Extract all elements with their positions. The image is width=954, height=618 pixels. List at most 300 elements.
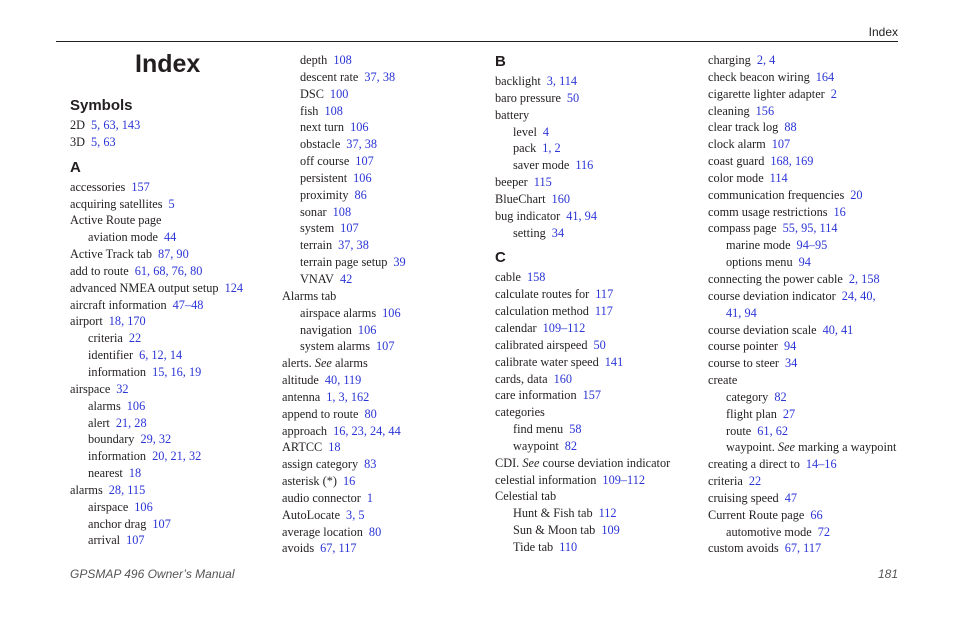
index-entry [70, 196, 275, 213]
entry-term: saver mode [513, 158, 570, 173]
page-reference-link[interactable]: 41, 94 [566, 208, 597, 223]
page-reference-link[interactable]: 110 [559, 539, 578, 554]
page-reference-link[interactable]: 100 [329, 86, 349, 101]
index-subentry [282, 69, 487, 86]
page-reference-link[interactable]: 50 [593, 337, 606, 352]
index-entry [708, 473, 908, 490]
page-reference-link[interactable]: 160 [553, 371, 573, 386]
index-subentry [708, 524, 908, 541]
index-entry [282, 355, 487, 372]
page-reference-link[interactable]: 157 [131, 179, 150, 194]
page-reference-link[interactable]: 16 [342, 474, 356, 489]
index-entry [708, 103, 908, 120]
entry-term: marine mode [726, 238, 791, 253]
entry-term: CDI. [495, 455, 520, 470]
index-subentry [495, 157, 700, 174]
page-reference-link[interactable]: 67, 117 [320, 541, 357, 556]
index-entry [282, 524, 487, 541]
section-heading: B [495, 53, 506, 70]
page-reference-link[interactable]: 156 [755, 103, 775, 118]
index-column-3 [495, 52, 700, 556]
page-reference-link[interactable]: 3, 5 [346, 507, 365, 522]
index-entry [708, 170, 908, 187]
entry-term: off course [300, 154, 350, 169]
page-reference-link[interactable]: 47 [784, 490, 797, 505]
index-subentry [495, 421, 700, 438]
index-entry [495, 269, 700, 286]
index-subentry [495, 124, 700, 141]
entry-term: antenna [282, 389, 321, 404]
entry-term: Active Route page [70, 213, 162, 228]
index-entry [282, 372, 487, 389]
page-reference-link[interactable]: 80 [368, 524, 382, 539]
index-entry [495, 371, 700, 388]
entry-term: advanced NMEA output setup [70, 280, 219, 295]
index-entry [70, 297, 275, 314]
entry-term: pack [513, 141, 537, 156]
index-entry [495, 387, 700, 404]
page-reference-link[interactable]: 47–48 [172, 297, 204, 312]
entry-term: average location [282, 524, 363, 539]
page-reference-link[interactable]: 21, 28 [115, 415, 147, 430]
page-reference-link[interactable]: 108 [324, 103, 343, 118]
page-reference-link[interactable]: 108 [333, 53, 352, 67]
index-subentry [282, 153, 487, 170]
entry-term: alarms [70, 482, 103, 497]
index-entry [70, 117, 275, 134]
index-entry [495, 107, 700, 124]
index-entry [282, 389, 487, 406]
index-subentry [282, 204, 487, 221]
page-reference-link[interactable]: 24, 40, [841, 288, 876, 303]
index-entry [708, 153, 908, 170]
index-entry [495, 191, 700, 208]
page-reference-link[interactable]: 106 [353, 170, 372, 185]
entry-term: clear track log [708, 120, 779, 135]
page-reference-link[interactable]: 87, 90 [157, 247, 189, 262]
page-reference-link[interactable]: 61, 68, 76, 80 [134, 263, 203, 278]
entry-term: acquiring satellites [70, 196, 163, 211]
index-entry [282, 490, 487, 507]
entry-term: Celestial tab [495, 489, 557, 504]
index-entry [495, 472, 700, 489]
entry-term: persistent [300, 170, 348, 185]
page-reference-link[interactable]: 107 [126, 533, 145, 548]
index-entry [282, 423, 487, 440]
index-column-4 [708, 52, 908, 557]
page-reference-link[interactable]: 107 [376, 339, 395, 354]
index-entry [495, 320, 700, 337]
running-header: Index [868, 25, 898, 39]
entry-term: VNAV [300, 271, 334, 286]
page-reference-link[interactable]: 160 [551, 191, 570, 206]
see-reference-target: course deviation indicator [542, 455, 671, 470]
page-reference-link[interactable]: 107 [340, 221, 359, 236]
page-reference-link[interactable]: 34 [785, 356, 798, 371]
page-reference-link[interactable]: 107 [771, 137, 791, 152]
index-subentry [282, 305, 487, 322]
page-reference-link[interactable]: 1, 3, 162 [326, 389, 370, 404]
entry-term: alert [88, 415, 110, 430]
index-subentry [708, 439, 908, 456]
index-entry [708, 490, 908, 507]
page-reference-link[interactable]: 115 [533, 175, 552, 190]
page-reference-link[interactable]: 15, 16, 19 [152, 364, 202, 379]
page-reference-link[interactable]: 42 [339, 271, 353, 286]
index-subentry [70, 347, 275, 364]
index-subentry [495, 438, 700, 455]
index-entry [495, 488, 700, 505]
entry-term: information [88, 364, 147, 379]
page-reference-link[interactable]: 18 [328, 440, 341, 455]
index-entry [70, 280, 275, 297]
index-entry [70, 246, 275, 263]
index-entry [495, 455, 700, 472]
page-reference-link[interactable]: 109–112 [542, 320, 586, 335]
page-reference-link[interactable]: 88 [784, 120, 797, 135]
page-reference-link[interactable]: 112 [598, 506, 617, 521]
index-subentry [708, 406, 908, 423]
page-reference-link[interactable]: 20, 21, 32 [152, 449, 202, 464]
entry-term: ARTCC [282, 440, 323, 455]
page-reference-link[interactable]: 164 [815, 69, 835, 84]
entry-term: options menu [726, 255, 793, 270]
index-subentry [708, 237, 908, 254]
index-subentry [282, 52, 487, 69]
index-entry [708, 86, 908, 103]
index-entry [282, 288, 487, 305]
index-entry [495, 303, 700, 320]
page-reference-link[interactable]: 66 [810, 507, 823, 522]
index-subentry [282, 103, 487, 120]
index-subentry [282, 170, 487, 187]
index-subentry [708, 254, 908, 271]
entry-term: system alarms [300, 339, 371, 354]
index-column-2 [282, 52, 487, 557]
index-entry [708, 540, 908, 557]
index-entry [708, 220, 908, 237]
page-reference-link[interactable]: 5 [168, 196, 175, 211]
entry-term: categories [495, 405, 545, 420]
page-reference-link[interactable]: 2, 4 [756, 53, 776, 67]
entry-term: automotive mode [726, 524, 812, 539]
page-reference-link[interactable]: 72 [817, 524, 831, 539]
entry-term: information [88, 449, 147, 464]
page-reference-link[interactable]: 94–95 [796, 238, 828, 253]
index-entry [708, 69, 908, 86]
index-entry [495, 354, 700, 371]
index-subentry [495, 225, 700, 242]
index-subentry [282, 86, 487, 103]
index-entry [708, 119, 908, 136]
page-reference-link[interactable]: 27 [782, 406, 796, 421]
page-reference-link[interactable]: 107 [152, 516, 171, 531]
entry-term: create [708, 373, 738, 388]
index-subentry [70, 415, 275, 432]
page-reference-link[interactable]: 106 [382, 305, 401, 320]
page-title: Index [135, 50, 201, 78]
index-subentry [70, 398, 275, 415]
page-reference-link[interactable]: 158 [526, 270, 546, 285]
index-subentry [70, 516, 275, 533]
page-reference-link[interactable]: 1 [366, 490, 374, 505]
index-entry [282, 406, 487, 423]
index-entry [495, 337, 700, 354]
page-reference-link[interactable]: 157 [582, 388, 602, 403]
section-heading: C [495, 249, 506, 267]
entry-term: compass page [708, 221, 777, 236]
entry-term: AutoLocate [282, 507, 341, 522]
index-entry [70, 263, 275, 280]
entry-term: cruising speed [708, 490, 779, 505]
see-reference-target: alarms [334, 356, 368, 371]
entry-term: 2D [70, 118, 86, 132]
entry-term: criteria [88, 331, 123, 346]
index-entry [708, 456, 908, 473]
page-reference-link[interactable]: 67, 117 [784, 541, 822, 556]
page-reference-link[interactable]: 16, 23, 24, 44 [333, 423, 401, 438]
index-entry [708, 136, 908, 153]
entry-term: Active Track tab [70, 247, 152, 262]
page-reference-link[interactable]: 20 [850, 187, 863, 202]
entry-term: waypoint [513, 438, 559, 453]
entry-term: add to route [70, 263, 129, 278]
index-entry [70, 381, 275, 398]
entry-term: category [726, 389, 769, 404]
entry-term: anchor drag [88, 516, 147, 531]
entry-term: calculation method [495, 304, 589, 319]
entry-term: audio connector [282, 490, 361, 505]
index-subentry [70, 499, 275, 516]
index-entry-continuation [708, 305, 908, 322]
index-subentry [70, 330, 275, 347]
page-reference-link[interactable]: 1, 2 [542, 141, 561, 156]
page-reference-link[interactable]: 94 [784, 339, 797, 354]
index-entry [708, 372, 908, 389]
index-subentry [70, 465, 275, 482]
index-entry [70, 313, 275, 330]
page-reference-link[interactable]: 5, 63 [91, 134, 116, 149]
entry-term: asterisk (*) [282, 474, 337, 489]
index-subentry [495, 140, 700, 157]
entry-term: airport [70, 314, 103, 329]
index-entry [708, 52, 908, 69]
page-reference-link[interactable]: 82 [564, 438, 578, 453]
page-reference-link[interactable]: 5, 63, 143 [91, 118, 141, 132]
page-reference-link[interactable]: 109 [601, 523, 620, 538]
entry-term: calibrate water speed [495, 354, 599, 369]
entry-term: Sun & Moon tab [513, 523, 596, 538]
page-reference-link[interactable]: 28, 115 [108, 482, 146, 497]
index-subentry [708, 423, 908, 440]
page-reference-link[interactable]: 18 [128, 466, 142, 481]
entry-term: Current Route page [708, 507, 805, 522]
page-reference-link[interactable]: 37, 38 [338, 238, 369, 253]
footer-manual-title: GPSMAP 496 Owner’s Manual [70, 567, 235, 581]
entry-term: fish [300, 103, 319, 118]
index-entry [282, 507, 487, 524]
index-entry [282, 473, 487, 490]
index-subentry [70, 229, 275, 246]
page-reference-link[interactable]: 40, 119 [324, 373, 362, 388]
page-reference-link[interactable]: 3, 114 [546, 74, 578, 88]
index-subentry [495, 539, 700, 556]
entry-term: creating a direct to [708, 457, 800, 472]
entry-term: next turn [300, 120, 345, 135]
page-reference-link[interactable]: 37, 38 [364, 69, 396, 84]
entry-term: cigarette lighter adapter [708, 86, 825, 101]
entry-term: accessories [70, 179, 126, 194]
entry-term: battery [495, 107, 530, 122]
page-reference-link[interactable]: 94 [798, 255, 811, 270]
index-subentry [70, 532, 275, 549]
entry-term: connecting the power cable [708, 271, 843, 286]
entry-term: airspace [88, 499, 129, 514]
page-reference-link[interactable]: 29, 32 [140, 432, 172, 447]
entry-term: criteria [708, 474, 743, 489]
page-reference-link[interactable]: 141 [604, 354, 624, 369]
entry-term: alarms [88, 398, 121, 413]
index-entry [708, 187, 908, 204]
index-subentry [282, 322, 487, 339]
footer-page-number: 181 [877, 567, 898, 581]
index-entry [495, 174, 700, 191]
index-subentry [70, 431, 275, 448]
entry-term: DSC [300, 86, 324, 101]
page-reference-link[interactable]: 32 [116, 381, 129, 396]
entry-term: Alarms tab [282, 288, 337, 303]
page-reference-link[interactable]: 114 [769, 170, 788, 185]
index-entry [495, 208, 700, 225]
entry-term: calculate routes for [495, 287, 590, 302]
entry-term: clock alarm [708, 137, 766, 152]
page-reference-link[interactable]: 80 [364, 406, 377, 421]
index-entry [708, 288, 908, 305]
index-subentry [282, 338, 487, 355]
page-reference-link[interactable]: 109–112 [602, 472, 646, 487]
page-reference-link[interactable]: 16 [833, 204, 846, 219]
page-reference-link[interactable]: 168, 169 [770, 154, 814, 169]
page-reference-link[interactable]: 124 [224, 280, 244, 295]
page-reference-link[interactable]: 41, 94 [726, 305, 757, 320]
page-reference-link[interactable]: 22 [748, 474, 762, 489]
page-reference-link[interactable]: 82 [774, 389, 787, 404]
page-reference-link[interactable]: 18, 170 [108, 314, 146, 329]
entry-term: altitude [282, 373, 319, 388]
page-reference-link[interactable]: 61, 62 [757, 423, 789, 438]
index-entry [708, 507, 908, 524]
page-reference-link[interactable]: 55, 95, 114 [782, 221, 838, 236]
entry-term: system [300, 221, 335, 236]
page-reference-link[interactable]: 34 [551, 225, 565, 240]
entry-term: 3D [70, 134, 86, 149]
entry-term: setting [513, 225, 546, 240]
index-entry [282, 456, 487, 473]
page-reference-link[interactable]: 117 [594, 304, 613, 319]
index-subentry [70, 448, 275, 465]
entry-term: append to route [282, 406, 359, 421]
page-reference-link[interactable]: 117 [595, 287, 614, 302]
entry-term: check beacon wiring [708, 69, 810, 84]
entry-term: airspace [70, 381, 111, 396]
section-heading: A [70, 158, 81, 176]
entry-term: Tide tab [513, 539, 554, 554]
entry-term: comm usage restrictions [708, 204, 828, 219]
entry-term: assign category [282, 457, 359, 472]
index-subentry [495, 522, 700, 539]
entry-term: beeper [495, 175, 528, 190]
entry-term: obstacle [300, 137, 341, 152]
index-entry [708, 355, 908, 372]
page-reference-link[interactable]: 44 [164, 230, 177, 245]
entry-term: coast guard [708, 154, 765, 169]
page-reference-link[interactable]: 116 [575, 158, 594, 173]
entry-term: aircraft information [70, 297, 167, 312]
page-reference-link[interactable]: 86 [354, 187, 367, 202]
page-reference-link[interactable]: 22 [128, 331, 142, 346]
page-reference-link[interactable]: 4 [542, 124, 550, 139]
index-entry [495, 73, 700, 90]
entry-term: alerts. [282, 356, 312, 371]
index-entry [282, 439, 487, 456]
see-reference-label: See [522, 455, 540, 470]
page-reference-link[interactable]: 108 [332, 204, 352, 219]
entry-term: avoids [282, 541, 315, 556]
section-heading: Symbols [70, 97, 133, 114]
entry-term: approach [282, 423, 328, 438]
page-reference-link[interactable]: 106 [357, 322, 377, 337]
page-reference-link[interactable]: 39 [393, 255, 406, 270]
page-reference-link[interactable]: 2 [830, 86, 837, 101]
index-subentry [282, 254, 487, 271]
index-entry [708, 322, 908, 339]
entry-term: calibrated airspeed [495, 337, 588, 352]
index-entry [708, 271, 908, 288]
index-subentry [495, 505, 700, 522]
entry-term: color mode [708, 170, 764, 185]
index-subentry [282, 271, 487, 288]
page-reference-link[interactable]: 58 [569, 422, 582, 437]
page-reference-link[interactable]: 14–16 [805, 457, 837, 472]
page-reference-link[interactable]: 2, 158 [848, 271, 880, 286]
see-reference-label: See [314, 356, 332, 371]
page-reference-link[interactable]: 106 [350, 120, 369, 135]
page-reference-link[interactable]: 6, 12, 14 [139, 348, 183, 363]
entry-term: course to steer [708, 356, 780, 371]
entry-term: backlight [495, 74, 541, 88]
entry-term: airspace alarms [300, 305, 377, 320]
page-reference-link[interactable]: 106 [134, 499, 153, 514]
entry-term: find menu [513, 422, 564, 437]
page-reference-link[interactable]: 83 [364, 457, 377, 472]
index-entry [495, 404, 700, 421]
index-entry [708, 204, 908, 221]
entry-term: care information [495, 388, 577, 403]
page-reference-link[interactable]: 107 [355, 154, 374, 169]
entry-term: proximity [300, 187, 349, 202]
header-rule [56, 41, 898, 42]
entry-term: cleaning [708, 103, 750, 118]
entry-term: terrain page setup [300, 255, 388, 270]
page-reference-link[interactable]: 37, 38 [346, 137, 378, 152]
page-reference-link[interactable]: 106 [126, 398, 146, 413]
page-reference-link[interactable]: 40, 41 [822, 322, 854, 337]
page-reference-link[interactable]: 50 [566, 90, 580, 105]
see-reference-label: See [777, 440, 795, 455]
entry-term: BlueChart [495, 191, 546, 206]
index-entry [70, 482, 275, 499]
entry-term: custom avoids [708, 541, 779, 556]
